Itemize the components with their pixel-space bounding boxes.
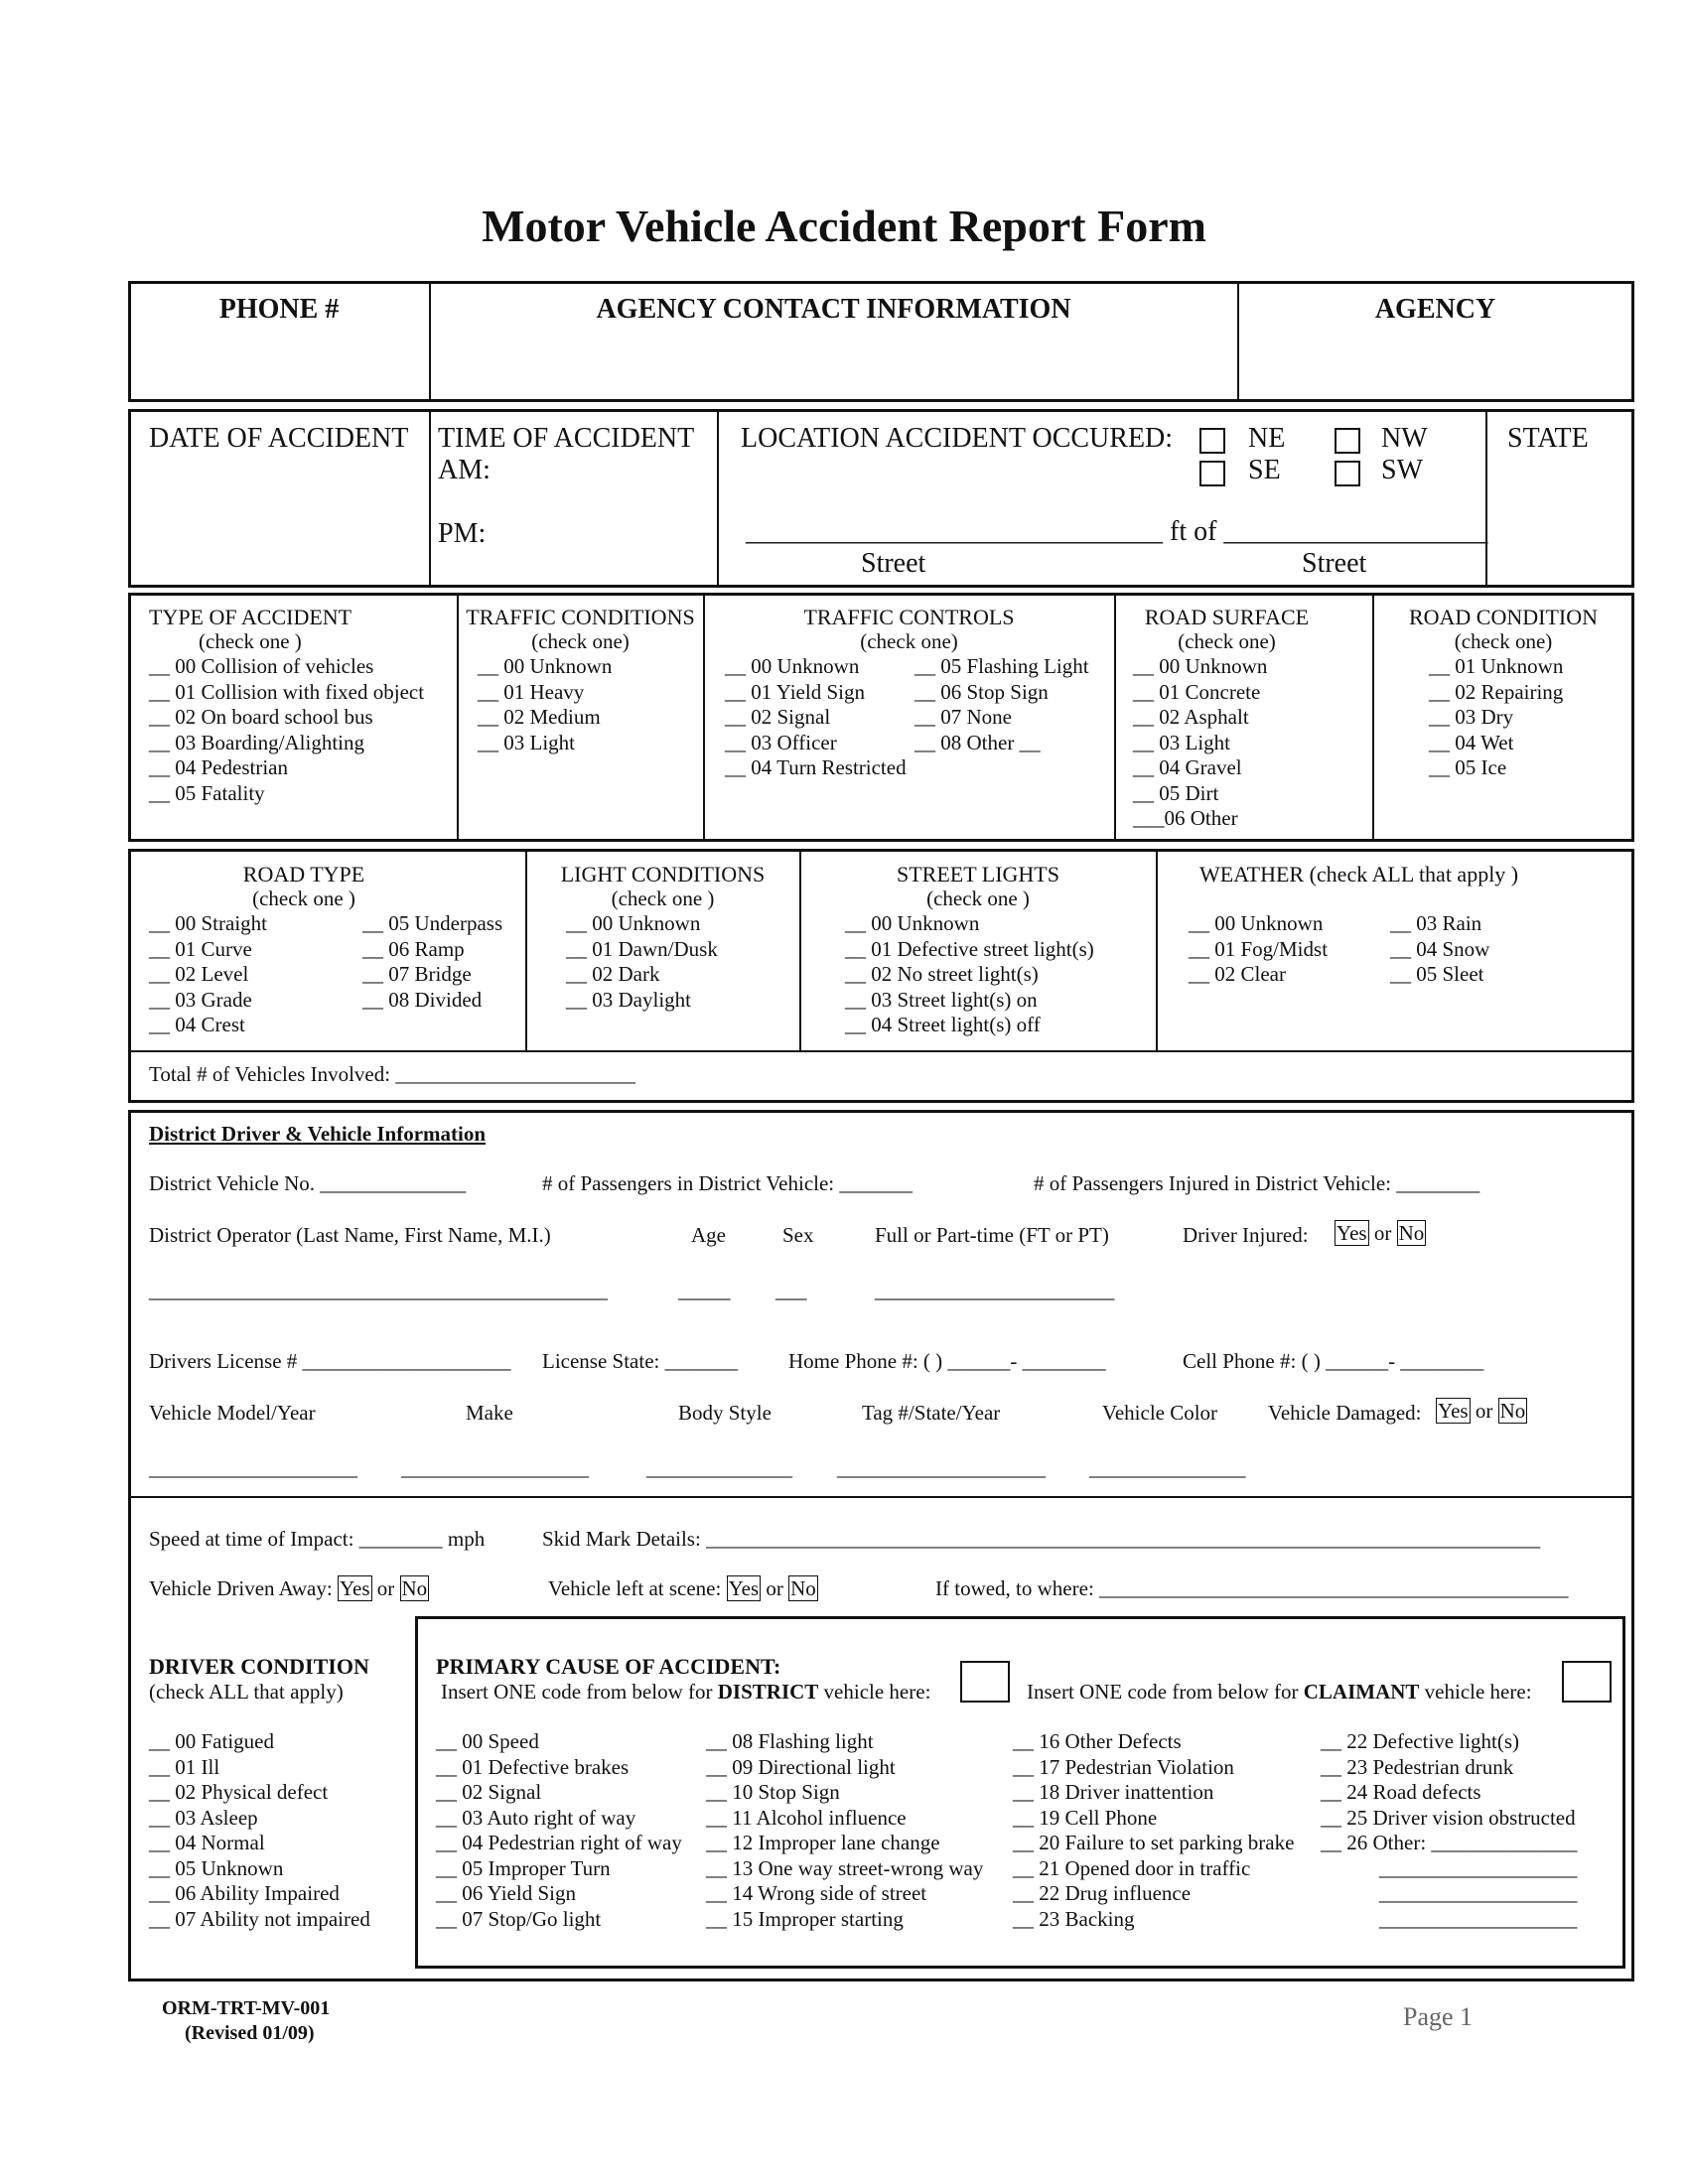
- list-item[interactable]: __ 20 Failure to set parking brake: [1013, 1831, 1295, 1854]
- list-item[interactable]: __ 01 Unknown: [1429, 654, 1564, 678]
- sw-label: SW: [1381, 455, 1423, 485]
- list-item[interactable]: __ 19 Cell Phone: [1013, 1805, 1158, 1830]
- road-surface-title: ROAD SURFACE: [1144, 605, 1310, 629]
- list-item[interactable]: __ 02 Asphalt: [1133, 705, 1249, 729]
- license-field[interactable]: Drivers License # ____________________: [149, 1349, 511, 1373]
- make-line[interactable]: __________________: [401, 1456, 589, 1480]
- list-item[interactable]: __ 03 Boarding/Alighting: [149, 730, 364, 754]
- list-item[interactable]: __ 05 Underpass: [362, 911, 503, 935]
- left-scene-label: Vehicle left at scene:: [548, 1576, 722, 1600]
- street-label-1: Street: [861, 548, 926, 579]
- list-item[interactable]: __ 02 Signal: [725, 705, 831, 729]
- list-item[interactable]: __ 22 Drug influence: [1013, 1881, 1192, 1905]
- list-item[interactable]: __ 05 Flashing Light: [914, 654, 1089, 678]
- blank-line[interactable]: ___________________: [1378, 1855, 1578, 1880]
- list-item[interactable]: __ 01 Ill: [149, 1754, 220, 1779]
- list-item[interactable]: __ 03 Officer: [725, 730, 837, 754]
- list-item[interactable]: __ 21 Opened door in traffic: [1013, 1855, 1251, 1880]
- primary-cause-title: PRIMARY CAUSE OF ACCIDENT:: [436, 1654, 781, 1679]
- make-label: Make: [466, 1401, 513, 1425]
- street-lights-list: [845, 911, 1094, 1038]
- district-code-input[interactable]: [960, 1661, 1010, 1703]
- street-fill-line[interactable]: ______________________________ ft of ___________________: [746, 516, 1488, 547]
- road-type-list-2: [362, 911, 502, 1013]
- list-item[interactable]: __ 13 One way street-wrong way: [706, 1855, 984, 1880]
- skid-mark-field[interactable]: Skid Mark Details: ________________________________________________________________________________: [542, 1527, 1541, 1551]
- form-id: ORM-TRT-MV-001: [162, 1997, 331, 2019]
- list-item[interactable]: __ 03 Light: [478, 730, 575, 754]
- street-lights-title: STREET LIGHTS: [897, 862, 1059, 887]
- list-item[interactable]: __ 00 Unknown: [566, 911, 701, 935]
- divider: [130, 1496, 1632, 1498]
- list-item[interactable]: __ 01 Heavy: [478, 679, 585, 704]
- light-conditions-title: LIGHT CONDITIONS: [560, 862, 766, 887]
- list-item[interactable]: __ 22 Defective light(s): [1321, 1729, 1520, 1753]
- list-item[interactable]: __ 06 Ability Impaired: [149, 1881, 340, 1905]
- list-item[interactable]: __ 04 Pedestrian right of way: [436, 1831, 682, 1854]
- or-label: or: [766, 1576, 783, 1600]
- agency-label: AGENCY: [1374, 294, 1496, 325]
- list-item[interactable]: __ 06 Yield Sign: [436, 1881, 576, 1905]
- list-item[interactable]: __ 02 On board school bus: [149, 705, 373, 729]
- passengers-injured-field[interactable]: # of Passengers Injured in District Vehicle: ________: [1034, 1171, 1480, 1195]
- page-number: Page 1: [1403, 2002, 1474, 2031]
- type-of-accident-title: TYPE OF ACCIDENT: [149, 605, 352, 629]
- list-item[interactable]: __ 25 Driver vision obstructed: [1321, 1805, 1576, 1830]
- driver-injured-options: [1335, 1223, 1426, 1244]
- list-item[interactable]: __ 08 Divided: [362, 987, 483, 1012]
- nw-label: NW: [1381, 423, 1428, 454]
- list-item[interactable]: __ 01 Yield Sign: [725, 679, 865, 704]
- list-item[interactable]: __ 00 Fatigued: [149, 1729, 274, 1753]
- list-item[interactable]: __ 04 Wet: [1429, 730, 1514, 754]
- type-of-accident-note: (check one ): [199, 629, 302, 653]
- list-item[interactable]: __ 07 None: [914, 705, 1012, 729]
- list-item[interactable]: __ 01 Collision with fixed object: [149, 679, 425, 704]
- color-line[interactable]: _______________: [1089, 1456, 1246, 1480]
- traffic-controls-list-2: [914, 654, 1089, 755]
- list-item[interactable]: __ 26 Other: ______________: [1321, 1831, 1578, 1854]
- primary-cause-list-4: [1321, 1729, 1577, 1932]
- light-conditions-list: [566, 911, 718, 1013]
- license-state-field[interactable]: License State: _______: [542, 1349, 739, 1373]
- driver-condition-note: (check ALL that apply): [149, 1680, 344, 1704]
- age-label: Age: [691, 1223, 726, 1247]
- no-option[interactable]: No: [401, 1576, 428, 1600]
- list-item[interactable]: __ 03 Asleep: [149, 1805, 258, 1830]
- type-of-accident-list: [149, 654, 424, 806]
- list-item[interactable]: __ 18 Driver inattention: [1013, 1780, 1214, 1804]
- yes-option[interactable]: Yes: [339, 1576, 370, 1600]
- yes-option[interactable]: Yes: [728, 1576, 760, 1600]
- towed-field[interactable]: If towed, to where: _____________________________________________: [935, 1576, 1569, 1600]
- list-item[interactable]: __ 23 Pedestrian drunk: [1321, 1754, 1514, 1779]
- no-option[interactable]: No: [1499, 1399, 1526, 1423]
- no-option[interactable]: No: [790, 1576, 816, 1600]
- cell-phone-field[interactable]: Cell Phone #: ( ) ______- ________: [1183, 1349, 1484, 1373]
- list-item[interactable]: __ 00 Unknown: [1133, 654, 1268, 678]
- divider: [1485, 411, 1487, 586]
- list-item[interactable]: __ 01 Defective street light(s): [845, 936, 1094, 961]
- list-item[interactable]: __ 16 Other Defects: [1013, 1729, 1182, 1753]
- list-item[interactable]: __ 02 Medium: [478, 705, 601, 729]
- traffic-controls-note: (check one): [860, 629, 958, 653]
- model-year-line[interactable]: ____________________: [149, 1456, 357, 1480]
- list-item[interactable]: __ 05 Unknown: [149, 1855, 284, 1880]
- list-item[interactable]: __ 00 Straight: [149, 911, 267, 935]
- driven-away-label: Vehicle Driven Away:: [149, 1576, 333, 1600]
- list-item[interactable]: __ 02 Signal: [436, 1780, 542, 1804]
- district-heading: District Driver & Vehicle Information: [149, 1122, 487, 1146]
- driven-away-row: [149, 1578, 429, 1599]
- list-item[interactable]: __ 02 Repairing: [1429, 679, 1564, 704]
- list-item[interactable]: __ 04 Normal: [149, 1831, 265, 1854]
- driver-condition-list: [149, 1729, 370, 1932]
- body-style-line[interactable]: ______________: [646, 1456, 792, 1480]
- light-conditions-note: (check one ): [611, 887, 715, 910]
- traffic-conditions-title: TRAFFIC CONDITIONS: [466, 605, 695, 629]
- driver-condition-title: DRIVER CONDITION: [149, 1654, 369, 1679]
- pm-label: PM:: [438, 518, 487, 549]
- district-code-label: Insert ONE code from below for DISTRICT vehicle here:: [441, 1680, 931, 1704]
- list-item[interactable]: __ 00 Unknown: [725, 654, 860, 678]
- road-type-note: (check one ): [252, 887, 355, 910]
- list-item[interactable]: __ 04 Pedestrian: [149, 755, 288, 779]
- list-item[interactable]: __ 01 Fog/Midst: [1189, 936, 1329, 961]
- date-of-accident-label: DATE OF ACCIDENT: [149, 423, 409, 454]
- primary-cause-list-1: [436, 1729, 682, 1932]
- driver-injured-label: Driver Injured:: [1183, 1223, 1309, 1247]
- location-label: LOCATION ACCIDENT OCCURED:: [741, 423, 1174, 454]
- list-item[interactable]: __ 03 Daylight: [566, 987, 691, 1012]
- operator-label: District Operator (Last Name, First Name, M.I.): [149, 1223, 551, 1247]
- weather-list-1: [1189, 911, 1328, 988]
- road-condition-note: (check one): [1454, 629, 1553, 653]
- list-item[interactable]: __ 03 Dry: [1429, 705, 1514, 729]
- list-item[interactable]: __ 02 Level: [149, 962, 249, 986]
- model-year-label: Vehicle Model/Year: [149, 1401, 316, 1425]
- traffic-controls-list-1: [725, 654, 907, 781]
- list-item[interactable]: __ 01 Dawn/Dusk: [566, 936, 718, 961]
- list-item[interactable]: __ 03 Light: [1133, 730, 1230, 754]
- vehicle-color-label: Vehicle Color: [1102, 1401, 1218, 1425]
- list-item[interactable]: __ 00 Collision of vehicles: [149, 654, 374, 678]
- age-line[interactable]: _____: [678, 1279, 731, 1302]
- left-scene-row: [548, 1578, 818, 1599]
- list-item[interactable]: __ 04 Street light(s) off: [845, 1013, 1041, 1036]
- ft-pt-label: Full or Part-time (FT or PT): [875, 1223, 1109, 1247]
- list-item[interactable]: __ 23 Backing: [1013, 1906, 1135, 1931]
- list-item[interactable]: __ 00 Speed: [436, 1729, 539, 1753]
- road-type-title: ROAD TYPE: [242, 862, 365, 887]
- list-item[interactable]: __ 05 Ice: [1429, 755, 1507, 779]
- road-condition-list: [1429, 654, 1563, 781]
- list-item[interactable]: __ 01 Curve: [149, 936, 252, 961]
- list-item[interactable]: __ 05 Sleet: [1390, 962, 1484, 986]
- list-item[interactable]: __ 08 Flashing light: [706, 1729, 874, 1753]
- vehicle-damaged-label: Vehicle Damaged:: [1268, 1401, 1422, 1425]
- list-item[interactable]: __ 03 Rain: [1390, 911, 1482, 935]
- ne-label: NE: [1248, 423, 1286, 454]
- no-option[interactable]: No: [1398, 1221, 1425, 1245]
- primary-cause-list-3: [1013, 1729, 1294, 1932]
- list-item[interactable]: __ 07 Bridge: [362, 962, 472, 986]
- list-item[interactable]: __ 04 Crest: [149, 1013, 245, 1036]
- list-item[interactable]: __ 02 Clear: [1189, 962, 1286, 986]
- yes-option[interactable]: Yes: [1336, 1221, 1367, 1245]
- ft-pt-line[interactable]: _______________________: [875, 1279, 1115, 1302]
- tag-label: Tag #/State/Year: [862, 1401, 1001, 1425]
- state-label: STATE: [1507, 423, 1589, 454]
- sex-line[interactable]: ___: [775, 1279, 807, 1302]
- am-label: AM:: [438, 455, 491, 485]
- traffic-conditions-note: (check one): [531, 629, 630, 653]
- revised-date: (Revised 01/09): [185, 2022, 315, 2044]
- home-phone-field[interactable]: Home Phone #: ( ) ______- ________: [788, 1349, 1106, 1373]
- list-item[interactable]: __ 17 Pedestrian Violation: [1013, 1754, 1234, 1779]
- list-item[interactable]: __ 11 Alcohol influence: [706, 1805, 907, 1830]
- list-item[interactable]: __ 04 Turn Restricted: [725, 755, 907, 779]
- sex-label: Sex: [782, 1223, 814, 1247]
- road-type-list-1: [149, 911, 267, 1038]
- list-item[interactable]: __ 15 Improper starting: [706, 1906, 904, 1931]
- list-item[interactable]: __ 14 Wrong side of street: [706, 1881, 927, 1905]
- list-item[interactable]: __ 02 Dark: [566, 962, 660, 986]
- road-surface-note: (check one): [1178, 629, 1276, 653]
- body-style-label: Body Style: [678, 1401, 772, 1425]
- street-lights-note: (check one ): [926, 887, 1030, 910]
- or-label: or: [1475, 1399, 1493, 1423]
- yes-option[interactable]: Yes: [1438, 1399, 1469, 1423]
- total-vehicles-field[interactable]: Total # of Vehicles Involved: _______________________: [149, 1062, 635, 1086]
- page-title: Motor Vehicle Accident Report Form: [482, 201, 1206, 251]
- divider: [1156, 851, 1158, 1050]
- primary-cause-list-2: [706, 1729, 983, 1932]
- weather-list-2: [1390, 911, 1489, 988]
- nw-checkbox[interactable]: [1335, 428, 1360, 454]
- claimant-code-input[interactable]: [1562, 1661, 1612, 1703]
- sw-checkbox[interactable]: [1335, 461, 1360, 486]
- list-item[interactable]: __ 06 Ramp: [362, 936, 465, 961]
- divider: [130, 1050, 1632, 1052]
- list-item[interactable]: __ 06 Stop Sign: [914, 679, 1049, 704]
- passengers-field[interactable]: # of Passengers in District Vehicle: _______: [542, 1171, 913, 1195]
- list-item[interactable]: __ 05 Dirt: [1133, 780, 1219, 805]
- list-item[interactable]: __ 05 Fatality: [149, 780, 265, 805]
- list-item[interactable]: __ 00 Unknown: [1189, 911, 1324, 935]
- list-item[interactable]: ___06 Other: [1133, 806, 1238, 830]
- list-item[interactable]: __ 24 Road defects: [1321, 1780, 1481, 1804]
- list-item[interactable]: __ 10 Stop Sign: [706, 1780, 840, 1804]
- time-of-accident-label: TIME OF ACCIDENT: [438, 423, 695, 454]
- district-vehicle-no-field[interactable]: District Vehicle No. ______________: [149, 1171, 467, 1195]
- list-item[interactable]: __ 00 Unknown: [845, 911, 980, 935]
- list-item[interactable]: __ 05 Improper Turn: [436, 1855, 611, 1880]
- list-item[interactable]: __ 02 Physical defect: [149, 1780, 329, 1804]
- blank-line[interactable]: ___________________: [1378, 1906, 1578, 1931]
- se-checkbox[interactable]: [1199, 461, 1225, 486]
- or-label: or: [1373, 1221, 1392, 1245]
- traffic-conditions-list: [478, 654, 612, 755]
- list-item[interactable]: __ 08 Other __: [914, 730, 1041, 754]
- street-label-2: Street: [1302, 548, 1367, 579]
- operator-line[interactable]: ____________________________________________: [149, 1279, 608, 1302]
- road-condition-title: ROAD CONDITION: [1408, 605, 1599, 629]
- agency-contact-label: AGENCY CONTACT INFORMATION: [596, 294, 1071, 325]
- list-item[interactable]: __ 04 Gravel: [1133, 755, 1242, 779]
- claimant-code-label: Insert ONE code from below for CLAIMANT vehicle here:: [1027, 1680, 1532, 1704]
- vehicle-damaged-options: [1436, 1401, 1527, 1422]
- list-item[interactable]: __ 01 Concrete: [1133, 679, 1261, 704]
- list-item[interactable]: __ 03 Auto right of way: [436, 1805, 636, 1830]
- list-item[interactable]: __ 01 Defective brakes: [436, 1754, 630, 1779]
- weather-title: WEATHER (check ALL that apply ): [1199, 862, 1519, 887]
- list-item[interactable]: __ 04 Snow: [1390, 936, 1490, 961]
- ne-checkbox[interactable]: [1199, 428, 1225, 454]
- divider: [429, 411, 431, 586]
- speed-field[interactable]: Speed at time of Impact: ________ mph: [149, 1527, 486, 1551]
- or-label: or: [376, 1576, 395, 1600]
- blank-line[interactable]: ___________________: [1378, 1881, 1578, 1905]
- list-item[interactable]: __ 02 No street light(s): [845, 962, 1039, 986]
- traffic-controls-title: TRAFFIC CONTROLS: [803, 605, 1015, 629]
- list-item[interactable]: __ 12 Improper lane change: [706, 1831, 940, 1854]
- list-item[interactable]: __ 09 Directional light: [706, 1754, 896, 1779]
- phone-label: PHONE #: [218, 294, 340, 325]
- se-label: SE: [1248, 455, 1281, 485]
- list-item[interactable]: __ 03 Street light(s) on: [845, 987, 1038, 1012]
- list-item[interactable]: __ 07 Ability not impaired: [149, 1906, 370, 1931]
- road-surface-list: [1133, 654, 1267, 832]
- list-item[interactable]: __ 07 Stop/Go light: [436, 1906, 602, 1931]
- list-item[interactable]: __ 03 Grade: [149, 987, 252, 1012]
- list-item[interactable]: __ 00 Unknown: [478, 654, 613, 678]
- divider: [717, 411, 719, 586]
- tag-line[interactable]: ____________________: [837, 1456, 1046, 1480]
